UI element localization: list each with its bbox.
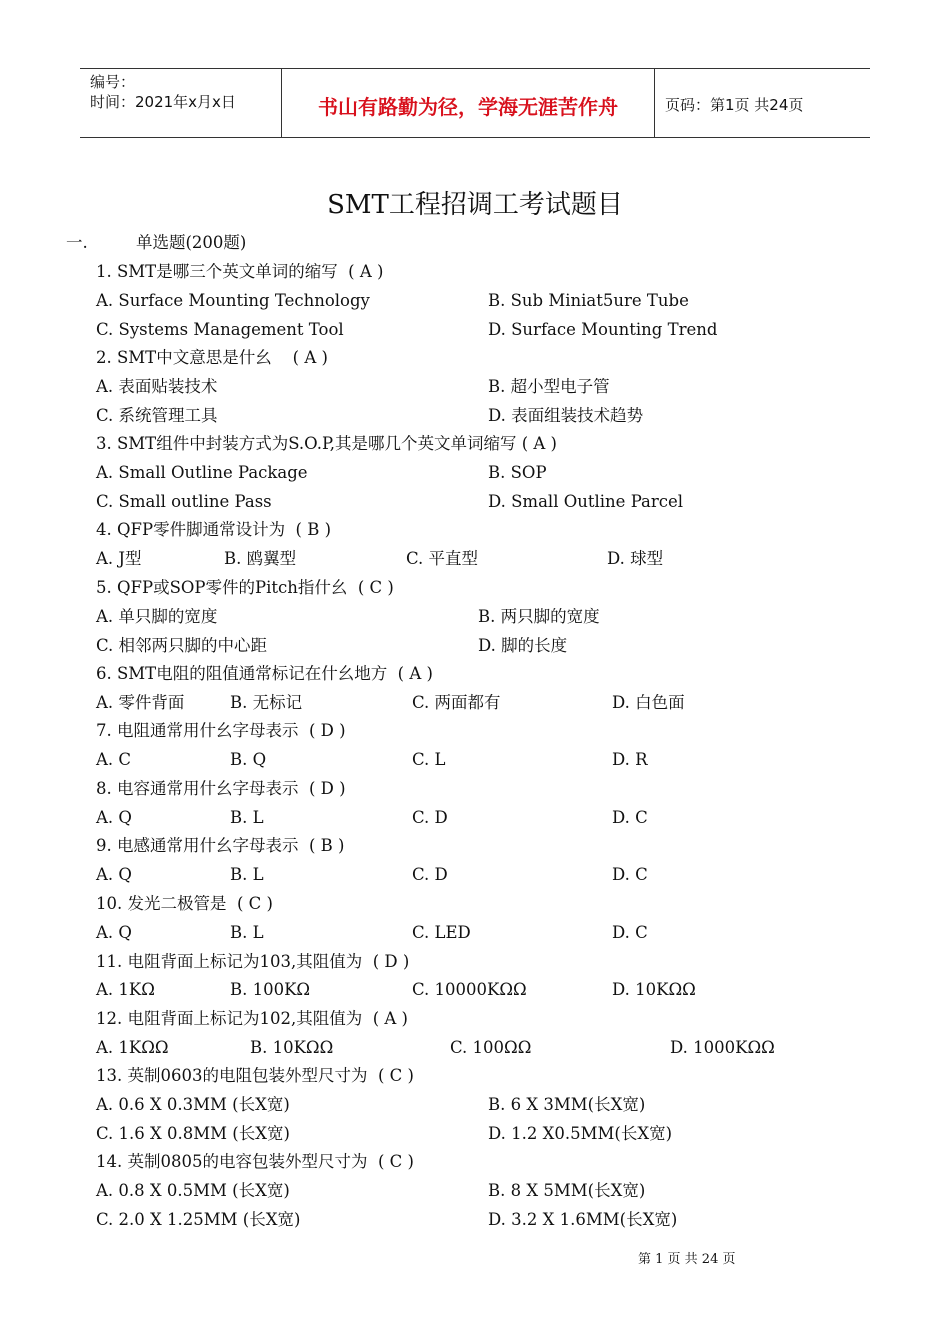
option-text: C. 平直型 — [406, 549, 479, 568]
option-text: D. 3.2 X 1.6MM(长X宽) — [488, 1210, 678, 1229]
option-text: A. 1KΩΩ — [96, 1038, 169, 1057]
question-text: 13. 英制0603的电阻包装外型尺寸为 ( C ) — [96, 1066, 414, 1085]
option-text: C. 100ΩΩ — [450, 1038, 532, 1057]
option-text: A. J型 — [96, 549, 142, 568]
option-text: D. 脚的长度 — [478, 636, 568, 655]
option-text: A. 0.8 X 0.5MM (长X宽) — [96, 1181, 290, 1200]
section-label: 单选题(200题) — [136, 233, 247, 252]
question-text: 6. SMT电阻的阻值通常标记在什幺地方 ( A ) — [96, 664, 433, 683]
option-text: B. L — [230, 865, 264, 884]
page-footer: 第 1 页 共 24 页 — [638, 1252, 736, 1267]
option-text: C. 10000KΩΩ — [412, 980, 527, 999]
option-text: C. Systems Management Tool — [96, 320, 344, 339]
option-text: D. 1.2 X0.5MM(长X宽) — [488, 1124, 673, 1143]
time-label: 时间：2021年x月x日 — [90, 93, 236, 111]
option-text: C. LED — [412, 923, 471, 942]
option-text: D. C — [612, 808, 648, 827]
option-text: B. 鸥翼型 — [224, 549, 297, 568]
question-text: 9. 电感通常用什幺字母表示 ( B ) — [96, 836, 345, 855]
option-text: A. 单只脚的宽度 — [96, 607, 218, 626]
option-text: B. 无标记 — [230, 693, 303, 712]
section-number: 一. — [66, 233, 88, 252]
option-text: A. Surface Mounting Technology — [96, 291, 370, 310]
question-text: 10. 发光二极管是 ( C ) — [96, 894, 273, 913]
option-text: B. SOP — [488, 463, 547, 482]
option-text: D. R — [612, 750, 648, 769]
option-text: D. C — [612, 923, 648, 942]
option-text: B. 100KΩ — [230, 980, 311, 999]
option-text: B. Q — [230, 750, 267, 769]
option-text: D. C — [612, 865, 648, 884]
option-text: D. Surface Mounting Trend — [488, 320, 718, 339]
question-text: 7. 电阻通常用什幺字母表示 ( D ) — [96, 721, 346, 740]
question-text: 3. SMT组件中封装方式为S.O.P,其是哪几个英文单词缩写 ( A ) — [96, 434, 557, 453]
page-title: SMT工程招调工考试题目 — [327, 190, 623, 220]
header-table — [80, 68, 870, 138]
option-text: D. 表面组装技术趋势 — [488, 406, 644, 425]
option-text: B. 10KΩΩ — [250, 1038, 334, 1057]
option-text: D. 白色面 — [612, 693, 685, 712]
option-text: B. L — [230, 808, 264, 827]
question-text: 14. 英制0805的电容包装外型尺寸为 ( C ) — [96, 1152, 414, 1171]
question-text: 8. 电容通常用什幺字母表示 ( D ) — [96, 779, 346, 798]
option-text: C. D — [412, 865, 448, 884]
code-label: 编号： — [90, 73, 136, 91]
question-text: 5. QFP或SOP零件的Pitch指什幺 ( C ) — [96, 578, 394, 597]
header-meta-cell — [80, 69, 282, 137]
option-text: B. 6 X 3MM(长X宽) — [488, 1095, 646, 1114]
header-page-cell — [655, 69, 870, 137]
option-text: C. Small outline Pass — [96, 492, 272, 511]
option-text: B. Sub Miniat5ure Tube — [488, 291, 689, 310]
option-text: C. 两面都有 — [412, 693, 501, 712]
option-text: B. 8 X 5MM(长X宽) — [488, 1181, 646, 1200]
option-text: A. C — [96, 750, 132, 769]
option-text: A. 表面贴装技术 — [96, 377, 218, 396]
option-text: D. 10KΩΩ — [612, 980, 696, 999]
option-text: D. Small Outline Parcel — [488, 492, 684, 511]
page-info: 页码：第1页 共24页 — [665, 96, 804, 114]
question-text: 1. SMT是哪三个英文单词的缩写 ( A ) — [96, 262, 384, 281]
option-text: A. Small Outline Package — [96, 463, 308, 482]
header-motto-cell — [282, 69, 655, 137]
option-text: A. Q — [96, 865, 132, 884]
option-text: D. 1000KΩΩ — [670, 1038, 775, 1057]
motto: 书山有路勤为径，学海无涯苦作舟 — [318, 95, 618, 119]
option-text: C. 2.0 X 1.25MM (长X宽) — [96, 1210, 301, 1229]
option-text: C. D — [412, 808, 448, 827]
question-text: 11. 电阻背面上标记为103,其阻值为 ( D ) — [96, 952, 410, 971]
option-text: C. 系统管理工具 — [96, 406, 218, 425]
option-text: B. L — [230, 923, 264, 942]
option-text: B. 两只脚的宽度 — [478, 607, 600, 626]
option-text: A. 零件背面 — [96, 693, 185, 712]
option-text: D. 球型 — [607, 549, 664, 568]
option-text: A. 1KΩ — [96, 980, 155, 999]
option-text: C. 相邻两只脚的中心距 — [96, 636, 268, 655]
question-text: 2. SMT中文意思是什幺 ( A ) — [96, 348, 328, 367]
question-text: 4. QFP零件脚通常设计为 ( B ) — [96, 520, 332, 539]
option-text: A. Q — [96, 808, 132, 827]
option-text: C. L — [412, 750, 446, 769]
option-text: B. 超小型电子管 — [488, 377, 610, 396]
option-text: C. 1.6 X 0.8MM (长X宽) — [96, 1124, 290, 1143]
option-text: A. 0.6 X 0.3MM (长X宽) — [96, 1095, 290, 1114]
option-text: A. Q — [96, 923, 132, 942]
question-text: 12. 电阻背面上标记为102,其阻值为 ( A ) — [96, 1009, 408, 1028]
